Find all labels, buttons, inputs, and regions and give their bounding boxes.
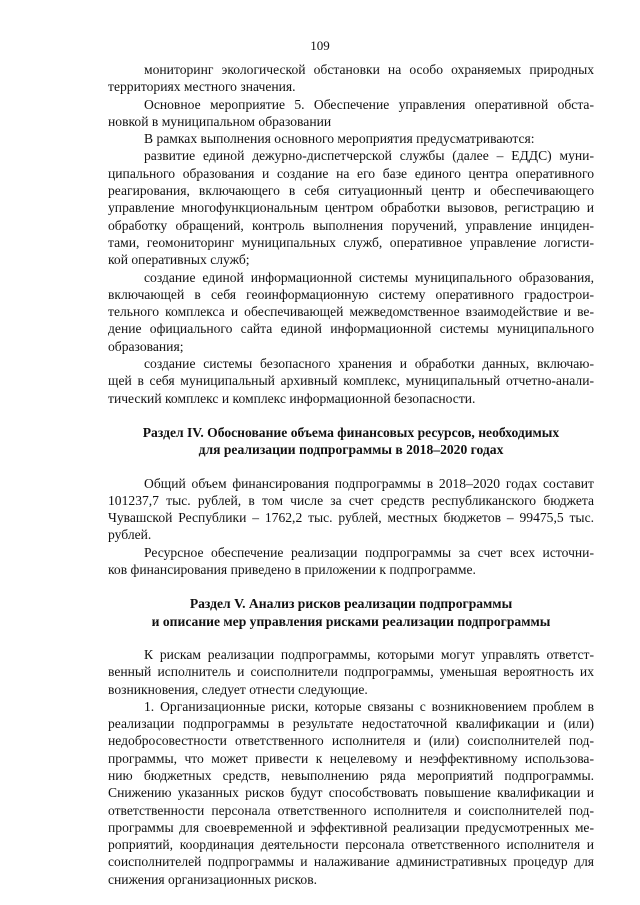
text-line: управление многофункциональным центром обработки вызовов, регистрацию и bbox=[108, 200, 594, 216]
text-line: территориях местного значения. bbox=[108, 79, 296, 95]
text-line: К рискам реализации подпрограммы, которыми могут управлять ответст- bbox=[144, 646, 594, 662]
text-line: развитие единой дежурно-диспетчерской службы (далее – ЕДДС) муни- bbox=[144, 148, 594, 164]
text-line: программы, что может привести к нецелевому и неэффективному использова- bbox=[108, 750, 594, 766]
text-line: недобросовестности ответственного исполнителя и (или) соисполнителей под- bbox=[108, 733, 594, 749]
text-line: образования; bbox=[108, 338, 184, 354]
text-line: включающей в себя геоинформационную систему оперативного градострои- bbox=[108, 286, 594, 302]
text-line: возникновения, следует отнести следующие. bbox=[108, 681, 368, 697]
section-4-heading bbox=[108, 424, 594, 459]
intro-paragraphs bbox=[108, 61, 594, 407]
text-line: соисполнителей подпрограммы и налаживание административных процедур для bbox=[108, 854, 594, 870]
text-line: Ресурсное обеспечение реализации подпрограммы за счет всех источни- bbox=[144, 544, 594, 560]
text-line: новкой в муниципальном образовании bbox=[108, 113, 332, 129]
text-line: дение официального сайта единой информационной системы муниципального bbox=[108, 321, 594, 337]
text-line: кой оперативных служб; bbox=[108, 252, 250, 268]
text-line: обработку обращений, контроль выполнения поручений, управление инциден- bbox=[108, 217, 594, 233]
text-line: щей в себя муниципальный архивный комплекс, муниципальный отчетно-анали- bbox=[108, 373, 594, 389]
paragraph bbox=[108, 269, 594, 355]
paragraph bbox=[108, 147, 594, 268]
paragraph bbox=[108, 544, 594, 579]
text-line: создание системы безопасного хранения и обработки данных, включаю- bbox=[144, 356, 594, 372]
text-line: венный исполнитель и соисполнители подпрограммы, уменьшая вероятность их bbox=[108, 664, 594, 680]
text-line: ков финансирования приведено в приложении к подпрограмме. bbox=[108, 562, 476, 578]
text-line: тами, геомониторинг муниципальных служб, оперативное управление логисти- bbox=[108, 234, 594, 250]
text-line: реагирования, включающего в себя ситуационный центр и обеспечивающего bbox=[108, 183, 594, 199]
text-line: Общий объем финансирования подпрограммы в 2018–2020 годах составит bbox=[144, 475, 594, 491]
paragraph bbox=[108, 475, 594, 544]
text-line: ципального образования и создание на его базе единого центра оперативного bbox=[108, 165, 594, 181]
text-line: Чувашской Республики – 1762,2 тыс. рублей, местных бюджетов – 99475,5 тыс. bbox=[108, 510, 594, 526]
text-line: Снижению указанных рисков будут способствовать повышение квалификации и bbox=[108, 785, 594, 801]
text-line: ответственности персонала ответственного исполнителя и соисполнителей под- bbox=[108, 802, 594, 818]
heading-line: для реализации подпрограммы в 2018–2020 годах bbox=[198, 442, 504, 458]
paragraph bbox=[108, 355, 594, 407]
paragraph bbox=[108, 61, 594, 96]
text-line: 101237,7 тыс. рублей, в том числе за счет средств республиканского бюджета bbox=[108, 492, 594, 508]
section-5-paragraphs bbox=[108, 646, 594, 888]
text-line: реализации подпрограммы в результате недостаточной квалификации и (или) bbox=[108, 716, 594, 732]
heading-line: Раздел IV. Обоснование объема финансовых ресурсов, необходимых bbox=[142, 424, 560, 440]
heading-line: Раздел V. Анализ рисков реализации подпрограммы bbox=[189, 596, 513, 612]
paragraph bbox=[108, 96, 594, 131]
page-number: 109 bbox=[310, 38, 330, 53]
text-line: 1. Организационные риски, которые связаны с возникновением проблем в bbox=[144, 698, 594, 714]
text-line: снижения организационных рисков. bbox=[108, 871, 318, 887]
text-line: нию бюджетных средств, невыполнению ряда мероприятий подпрограммы. bbox=[108, 767, 594, 783]
text-line: В рамках выполнения основного мероприятия предусматриваются: bbox=[144, 131, 535, 147]
paragraph bbox=[108, 130, 594, 147]
section-4-paragraphs bbox=[108, 475, 594, 579]
paragraph bbox=[108, 698, 594, 888]
text-line: Основное мероприятие 5. Обеспечение управления оперативной обста- bbox=[144, 96, 594, 112]
text-line: тельного комплекса и обеспечивающей межведомственное взаимодействие и ве- bbox=[108, 304, 594, 320]
text-line: рублей. bbox=[108, 527, 152, 543]
text-line: роприятий, координация деятельности персонала ответственного исполнителя и bbox=[108, 837, 594, 853]
paragraph bbox=[108, 646, 594, 698]
text-line: программы для своевременной и эффективной реализации предусмотренных ме- bbox=[108, 819, 594, 835]
section-5-heading bbox=[108, 595, 594, 630]
text-line: создание единой информационной системы муниципального образования, bbox=[144, 269, 594, 285]
heading-line: и описание мер управления рисками реализации подпрограммы bbox=[151, 613, 551, 629]
text-line: тический комплекс и комплекс информационной безопасности. bbox=[108, 390, 476, 406]
text-line: мониторинг экологической обстановки на особо охраняемых природных bbox=[144, 62, 594, 77]
document-body bbox=[108, 61, 594, 888]
